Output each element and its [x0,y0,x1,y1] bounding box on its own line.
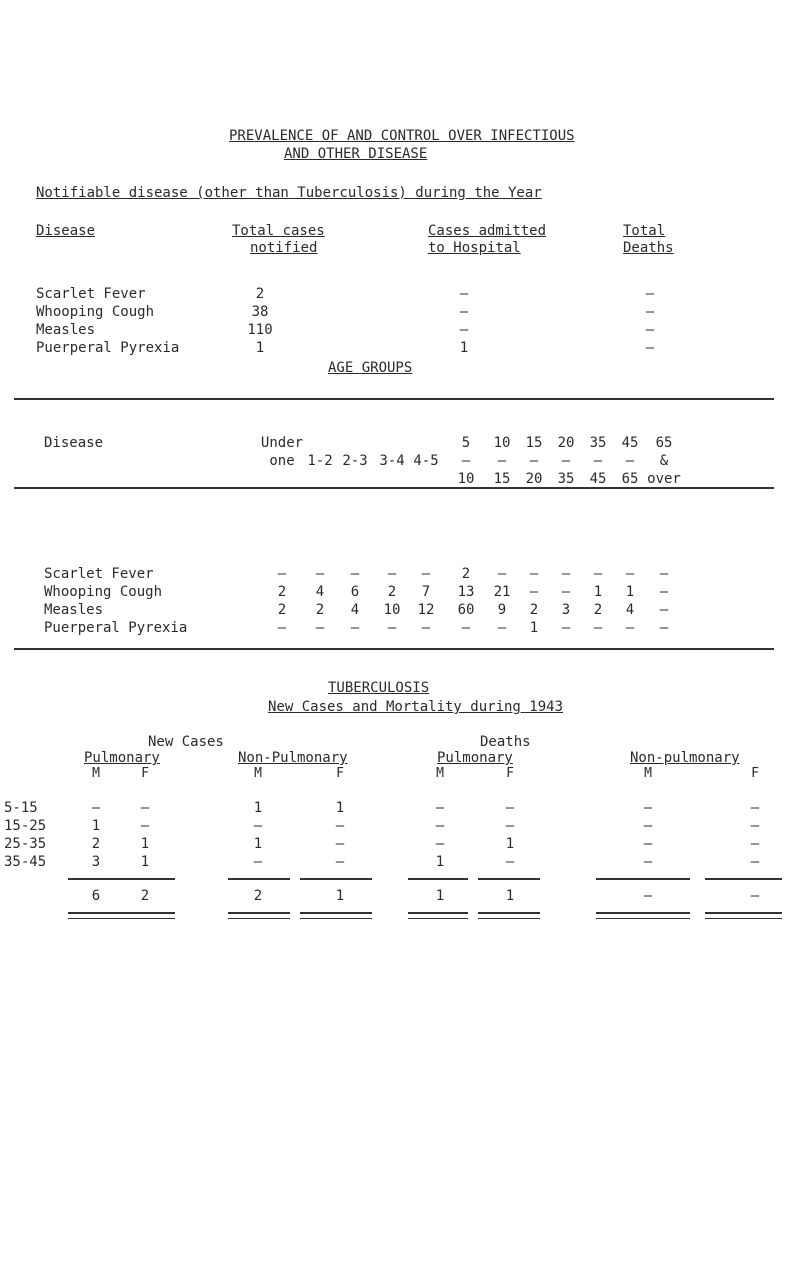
table-rule [300,878,372,880]
table-rule [68,918,128,919]
table-rule [228,912,290,914]
tb-cell: 1 [253,836,263,852]
section-heading-age-groups: AGE GROUPS [328,360,413,376]
age-col-header-bottom: 65 [621,471,639,487]
tb-cell: – [435,818,445,834]
age-cell: 12 [417,602,435,618]
age-cell: 2 [529,602,539,618]
sex-header-m: M [436,766,444,781]
age-cell: 4 [350,602,360,618]
tuberculosis-subheading: New Cases and Mortality during 1943 [268,699,564,715]
tb-cell: 1 [505,836,515,852]
tb-total-cell: 2 [140,888,150,904]
age-col-header-bottom: over [647,471,681,487]
header-cases-admitted: Cases admitted [428,223,547,239]
table-rule [128,878,175,880]
age-cell: – [497,566,507,582]
tb-cell: – [140,800,150,816]
table-rule [128,912,175,914]
age-cell: 1 [593,584,603,600]
age-col-header-bottom: 20 [525,471,543,487]
tb-cell: – [750,818,760,834]
age-cell: – [561,584,571,600]
age-cell: – [387,566,397,582]
age-col-header-mid: & [659,453,669,469]
header-pulmonary-deaths: Pulmonary [437,750,513,766]
table-rule [705,878,782,880]
cell-deaths: – [645,304,655,320]
age-cell: – [421,620,431,636]
age-cell: – [529,584,539,600]
header-pulmonary-new: Pulmonary [84,750,160,766]
age-cell: – [277,566,287,582]
table-rule [14,487,774,489]
age-col-header-top: 45 [621,435,639,451]
sex-header-f: F [506,766,514,781]
header-notified: notified [250,240,318,256]
tb-cell: – [253,818,263,834]
age-cell: – [659,602,669,618]
age-cell: 2 [277,584,287,600]
age-col-header-mid: – [529,453,539,469]
table-rule [14,398,774,400]
table-rule [478,878,540,880]
header-disease: Disease [36,223,96,239]
age-cell: 2 [593,602,603,618]
age-col-header-bottom: 10 [457,471,475,487]
age-cell: – [529,566,539,582]
age-cell: 3 [561,602,571,618]
tb-cell: – [435,836,445,852]
tb-age-group: 15-25 [4,818,47,834]
tb-cell: – [435,800,445,816]
table-rule [228,918,290,919]
header-tb-deaths: Deaths [480,734,531,750]
age-cell: – [593,620,603,636]
header-to-hospital: to Hospital [428,240,521,256]
tb-cell: 2 [91,836,101,852]
row-disease: Measles [36,322,96,338]
tb-cell: 3 [91,854,101,870]
cell-admitted: 1 [459,340,469,356]
age-col-header-top: 20 [557,435,575,451]
tb-cell: 1 [140,854,150,870]
header-deaths: Deaths [623,240,674,256]
age-cell: 6 [350,584,360,600]
age-cell: – [659,584,669,600]
section-heading-tuberculosis: TUBERCULOSIS [328,680,430,696]
tb-cell: 1 [435,854,445,870]
age-cell: 4 [625,602,635,618]
cell-admitted: – [459,322,469,338]
tb-total-cell: 2 [253,888,263,904]
age-cell: 9 [497,602,507,618]
age-col-header-bottom: 15 [493,471,511,487]
tb-age-group: 35-45 [4,854,47,870]
table-rule [705,912,782,914]
table-rule [408,878,468,880]
tb-cell: – [505,800,515,816]
age-col-header-top: Under [260,435,304,451]
row-disease: Puerperal Pyrexia [36,340,180,356]
tb-total-cell: 6 [91,888,101,904]
header-total-cases: Total cases [232,223,325,239]
age-cell: 2 [387,584,397,600]
tb-cell: – [335,818,345,834]
age-col-header-mid: – [561,453,571,469]
cell-deaths: – [645,286,655,302]
age-row-disease: Puerperal Pyrexia [44,620,188,636]
sex-header-f: F [141,766,149,781]
cell-notified: 110 [247,322,273,338]
sex-header-f: F [751,766,759,781]
tb-cell: – [505,818,515,834]
age-col-header-mid: 4-5 [413,453,439,469]
age-cell: – [350,566,360,582]
header-non-pulmonary-new: Non-Pulmonary [238,750,348,766]
cell-notified: 38 [251,304,269,320]
tb-cell: – [335,854,345,870]
age-col-header-mid: – [593,453,603,469]
age-cell: 21 [493,584,511,600]
cell-deaths: – [645,340,655,356]
age-cell: 60 [457,602,475,618]
table-rule [596,878,690,880]
tb-total-cell: 1 [335,888,345,904]
table-rule [408,918,468,919]
age-col-header-mid: 2-3 [342,453,368,469]
page-subtitle: AND OTHER DISEASE [284,146,428,162]
age-col-header-top: 35 [589,435,607,451]
age-cell: – [593,566,603,582]
age-row-disease: Measles [44,602,104,618]
age-cell: 10 [383,602,401,618]
age-cell: – [315,566,325,582]
tb-cell: – [140,818,150,834]
sex-header-m: M [92,766,100,781]
cell-admitted: – [459,286,469,302]
age-cell: 13 [457,584,475,600]
age-row-disease: Whooping Cough [44,584,163,600]
age-cell: – [625,566,635,582]
tb-total-cell: – [643,888,653,904]
age-cell: – [659,620,669,636]
table-rule [128,918,175,919]
table-rule [300,918,372,919]
tb-total-cell: 1 [505,888,515,904]
tb-total-cell: – [750,888,760,904]
table-rule [705,918,782,919]
tb-cell: – [91,800,101,816]
age-row-disease: Scarlet Fever [44,566,154,582]
age-col-header-top: 10 [493,435,511,451]
tb-cell: 1 [140,836,150,852]
tb-age-group: 5-15 [4,800,38,816]
tb-cell: – [750,854,760,870]
tb-cell: 1 [91,818,101,834]
table-rule [14,648,774,650]
age-cell: – [277,620,287,636]
age-cell: 2 [461,566,471,582]
tb-cell: – [750,836,760,852]
sex-header-m: M [644,766,652,781]
tb-cell: – [643,818,653,834]
page-title: PREVALENCE OF AND CONTROL OVER INFECTIOUS [229,128,575,144]
tb-cell: 1 [335,800,345,816]
age-cell: 2 [277,602,287,618]
age-col-header-mid: 1-2 [307,453,333,469]
table-rule [68,912,128,914]
age-cell: – [497,620,507,636]
age-cell: 7 [421,584,431,600]
sex-header-f: F [336,766,344,781]
age-cell: – [659,566,669,582]
table-rule [478,918,540,919]
age-cell: 4 [315,584,325,600]
header-non-pulmonary-deaths: Non-pulmonary [630,750,740,766]
row-disease: Scarlet Fever [36,286,146,302]
age-col-header-mid: one [269,453,295,469]
age-col-header-bottom: 45 [589,471,607,487]
cell-admitted: – [459,304,469,320]
age-col-header-top: 65 [655,435,673,451]
header-disease-age: Disease [44,435,104,451]
tb-cell: 1 [253,800,263,816]
age-col-header-top: 5 [461,435,471,451]
cell-notified: 2 [255,286,265,302]
table-rule [596,912,690,914]
age-cell: – [387,620,397,636]
section-heading-notifiable: Notifiable disease (other than Tuberculosis) during the Year [36,185,542,201]
sex-header-m: M [254,766,262,781]
row-disease: Whooping Cough [36,304,155,320]
age-cell: 1 [625,584,635,600]
tb-cell: – [643,800,653,816]
tb-cell: – [643,854,653,870]
table-rule [478,912,540,914]
table-rule [68,878,128,880]
tb-cell: – [253,854,263,870]
age-col-header-mid: – [497,453,507,469]
age-col-header-mid: – [625,453,635,469]
cell-notified: 1 [255,340,265,356]
tb-total-cell: 1 [435,888,445,904]
header-total: Total [623,223,666,239]
age-col-header-bottom: 35 [557,471,575,487]
age-cell: – [421,566,431,582]
age-cell: 1 [529,620,539,636]
age-cell: – [561,566,571,582]
tb-cell: – [750,800,760,816]
age-cell: – [461,620,471,636]
table-rule [300,912,372,914]
tb-age-group: 25-35 [4,836,47,852]
age-cell: – [561,620,571,636]
age-col-header-top: 15 [525,435,543,451]
age-cell: – [315,620,325,636]
age-cell: 2 [315,602,325,618]
age-col-header-mid: – [461,453,471,469]
age-col-header-mid: 3-4 [379,453,405,469]
tb-cell: – [643,836,653,852]
cell-deaths: – [645,322,655,338]
table-rule [408,912,468,914]
tb-cell: – [505,854,515,870]
age-cell: – [350,620,360,636]
header-new-cases: New Cases [148,734,224,750]
age-cell: – [625,620,635,636]
tb-cell: – [335,836,345,852]
table-rule [228,878,290,880]
table-rule [596,918,690,919]
